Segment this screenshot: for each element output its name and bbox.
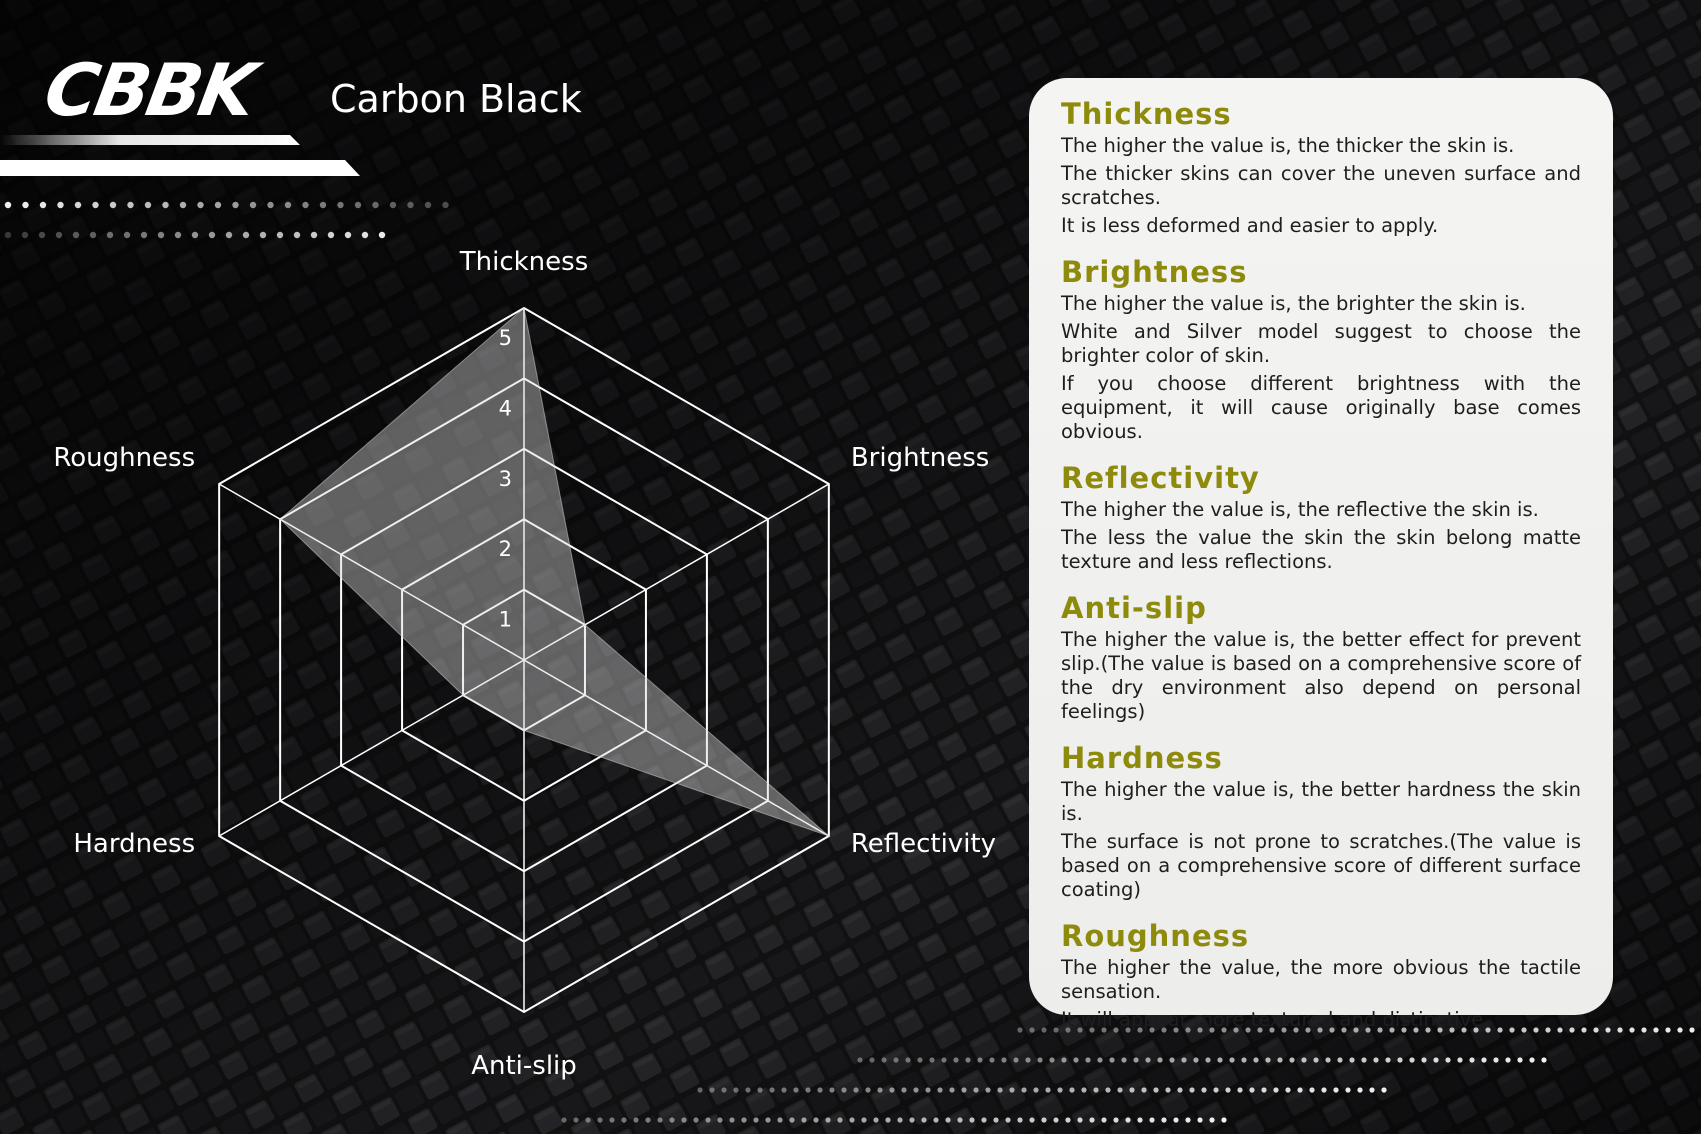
radar-data-polygon xyxy=(280,308,829,836)
info-section-text: It is less deformed and easier to apply. xyxy=(1061,214,1439,237)
radar-data-point xyxy=(828,836,829,837)
info-section-title: Roughness xyxy=(1061,919,1250,953)
info-section-text: The higher the value is, the better hardness the skin is. xyxy=(1061,778,1581,825)
radar-tick-label: 3 xyxy=(498,466,512,491)
info-section-brightness xyxy=(1061,256,1581,444)
radar-axis-label-thickness: Thickness xyxy=(459,247,589,277)
info-section-text: It will appear more textured and distinctive. xyxy=(1061,1008,1490,1031)
radar-tick-label: 1 xyxy=(498,607,512,632)
info-section-reflectivity xyxy=(1061,462,1581,574)
info-section-title: Thickness xyxy=(1061,97,1232,131)
radar-axis-label-brightness: Brightness xyxy=(850,443,990,473)
info-section-text: The less the value the skin the skin belong matte texture and less reflections. xyxy=(1061,526,1581,573)
info-panel xyxy=(1029,78,1613,1031)
radar-tick-label: 4 xyxy=(498,396,512,421)
radar-data-point xyxy=(584,624,585,625)
radar-data-area xyxy=(280,308,830,837)
radar-axis-label-anti-slip: Anti-slip xyxy=(471,1051,577,1081)
radar-data-point xyxy=(280,519,281,520)
radar-axis-label-roughness: Roughness xyxy=(53,443,196,473)
info-section-text: If you choose different brightness with the equipment, it will cause originally base comes obvious. xyxy=(1061,372,1581,443)
info-section-title: Hardness xyxy=(1061,741,1223,775)
info-section-text: White and Silver model suggest to choose the brighter color of skin. xyxy=(1061,320,1581,367)
info-section-anti-slip xyxy=(1061,592,1581,724)
info-section-text: The higher the value is, the brighter the skin is. xyxy=(1061,292,1526,315)
info-section-title: Reflectivity xyxy=(1061,461,1260,495)
radar-data-point xyxy=(524,730,525,731)
info-section-hardness xyxy=(1061,742,1581,902)
brand-logo: CBBK xyxy=(38,48,260,132)
info-section-text: The surface is not prone to scratches.(The value is based on a comprehensive score of different surface coating) xyxy=(1061,830,1581,901)
radar-tick-label: 2 xyxy=(498,537,512,562)
info-section-text: The thicker skins can cover the uneven surface and scratches. xyxy=(1061,162,1581,209)
info-section-text: The higher the value is, the thicker the skin is. xyxy=(1061,134,1515,157)
radar-data-point xyxy=(524,308,525,309)
info-section-text: The higher the value, the more obvious the tactile sensation. xyxy=(1061,956,1581,1003)
info-section-title: Brightness xyxy=(1061,255,1248,289)
info-section-roughness xyxy=(1061,920,1581,1032)
info-section-title: Anti-slip xyxy=(1061,591,1207,625)
brand-subtitle: Carbon Black xyxy=(330,77,582,121)
info-section-thickness xyxy=(1061,98,1581,238)
info-section-text: The higher the value is, the better effect for prevent slip.(The value is based on a comprehensive score of the dry environment also depend on personal feelings) xyxy=(1061,628,1581,723)
info-section-text: The higher the value is, the reflective the skin is. xyxy=(1061,498,1539,521)
radar-data-point xyxy=(463,695,464,696)
radar-axis-label-reflectivity: Reflectivity xyxy=(850,829,997,859)
radar-tick-label: 5 xyxy=(498,326,512,350)
radar-axis-label-hardness: Hardness xyxy=(73,829,196,859)
